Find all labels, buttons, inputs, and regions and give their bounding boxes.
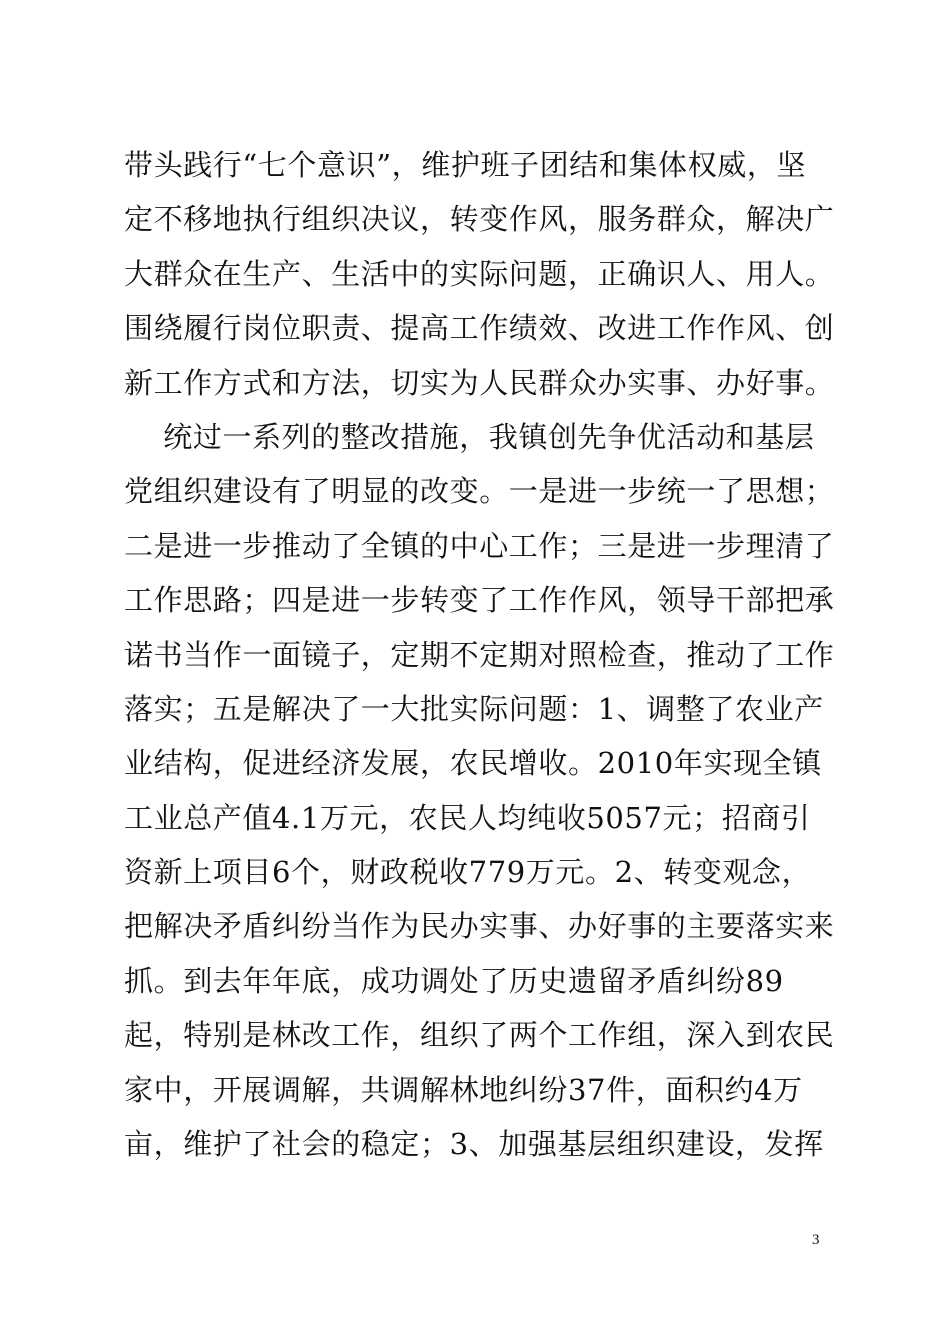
text-line: 党组织建设有了明显的改变。一是进一步统一了思想； <box>124 474 835 509</box>
text-line: 起，特别是林改工作，组织了两个工作组，深入到农民 <box>124 1018 835 1053</box>
text-line: 统过一系列的整改措施，我镇创先争优活动和基层 <box>124 419 815 454</box>
text-line: 带头践行“七个意识”，维护班子团结和集体权威，坚 <box>124 148 807 182</box>
text-line: 工作思路；四是进一步转变了工作作风，领导干部把承 <box>124 583 835 618</box>
body-text <box>124 138 844 1171</box>
text-line: 诺书当作一面镜子，定期不定期对照检查，推动了工作 <box>124 637 835 672</box>
text-line: 围绕履行岗位职责、提高工作绩效、改进工作作风、创 <box>124 311 835 346</box>
page-number: 3 <box>812 1232 820 1248</box>
text-line: 定不移地执行组织决议，转变作风，服务群众，解决广 <box>124 202 835 237</box>
text-line: 家中，开展调解，共调解林地纠纷37件，面积约4万 <box>124 1072 803 1107</box>
text-line: 大群众在生产、生活中的实际问题，正确识人、用人。 <box>124 256 835 291</box>
text-line: 资新上项目6个，财政税收779万元。2、转变观念， <box>124 855 812 890</box>
text-line: 把解决矛盾纠纷当作为民办实事、办好事的主要落实来 <box>124 909 835 944</box>
text-line: 工业总产值4.1万元，农民人均纯收5057元；招商引 <box>124 800 811 835</box>
text-line: 新工作方式和方法，切实为人民群众办实事、办好事。 <box>124 365 835 400</box>
text-line: 落实；五是解决了一大批实际问题：1、调整了农业产 <box>124 691 824 726</box>
text-line: 抓。到去年年底，成功调处了历史遗留矛盾纠纷89 <box>124 963 784 998</box>
text-line: 业结构，促进经济发展，农民增收。2010年实现全镇 <box>124 746 822 781</box>
text-line: 亩，维护了社会的稳定；3、加强基层组织建设，发挥 <box>124 1127 824 1162</box>
text-line: 二是进一步推动了全镇的中心工作；三是进一步理清了 <box>124 528 835 563</box>
